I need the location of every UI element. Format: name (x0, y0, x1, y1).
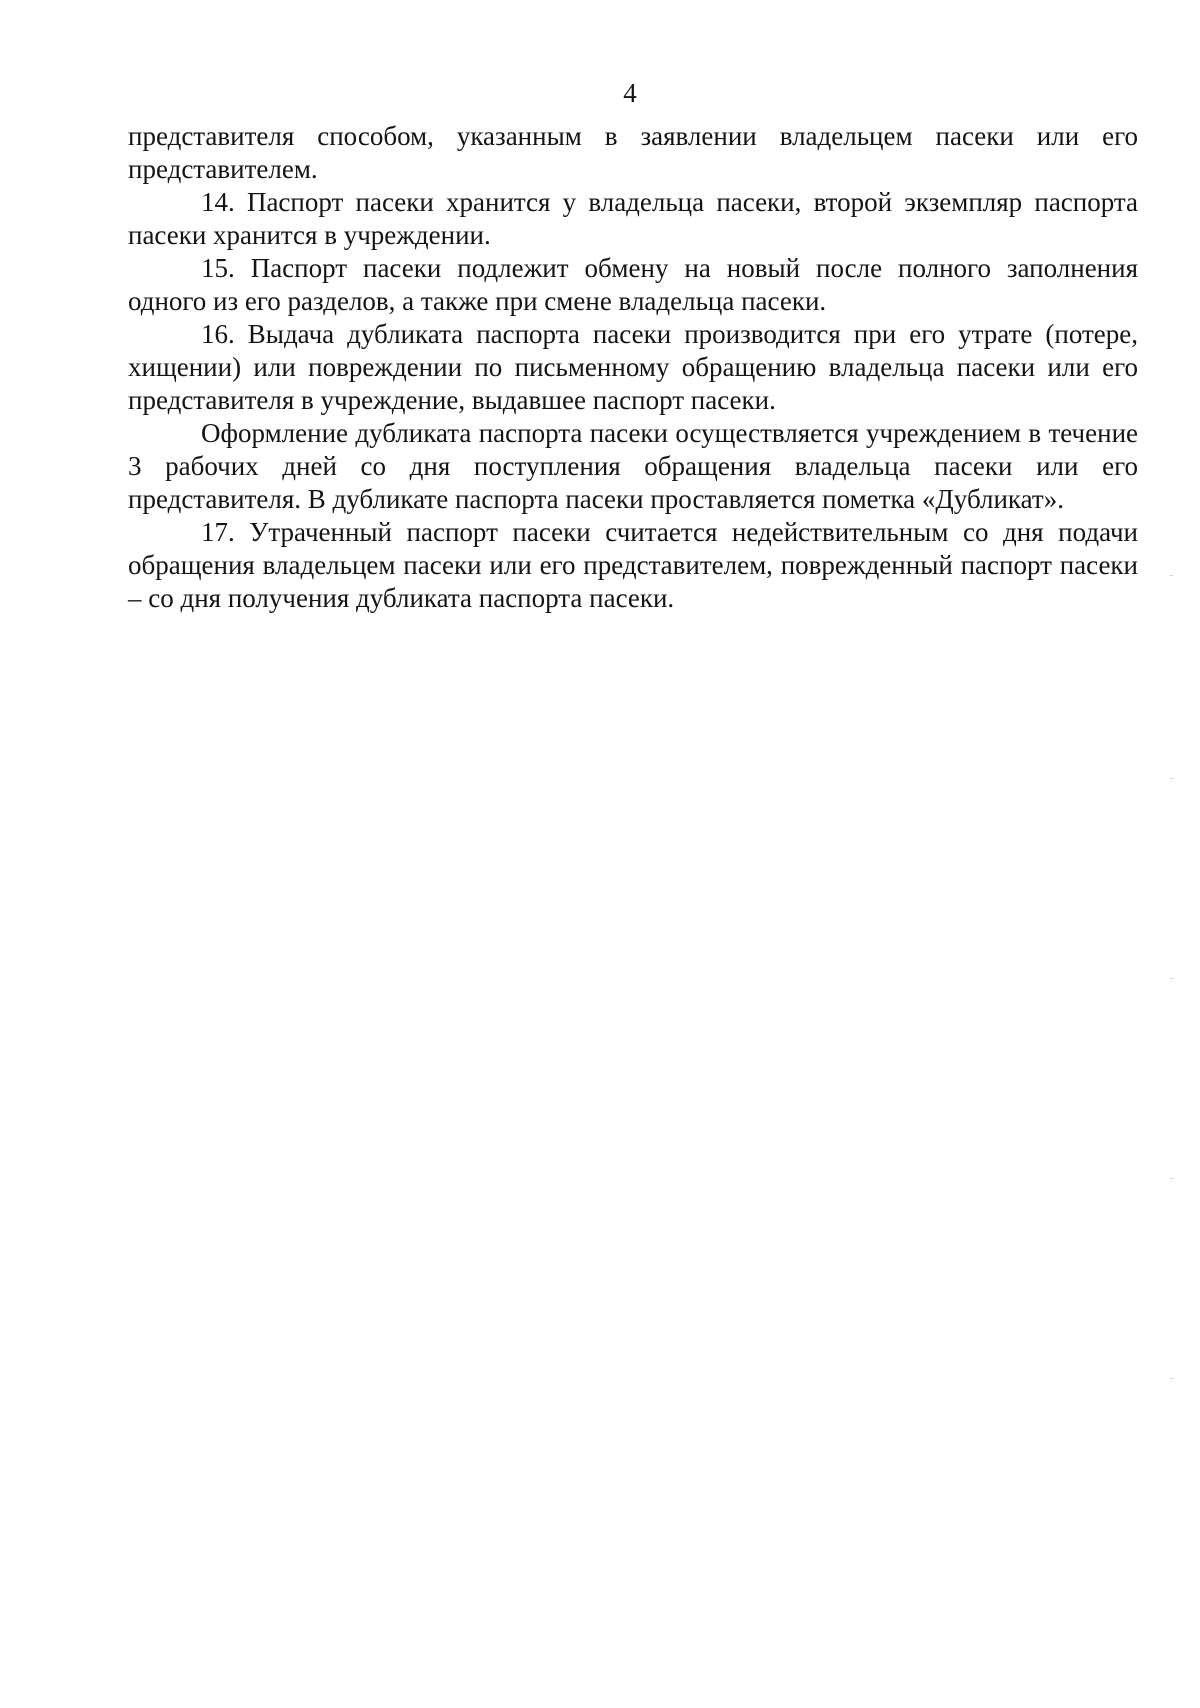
paragraph-duplicate-processing: Оформление дубликата паспорта пасеки осуществляется учреждением в течение 3 рабочих дней со дня поступления обращения владельца пасеки или его представителя. В дубликате паспорта пасеки проставляется пометка «Дубликат». (128, 418, 1138, 514)
paragraph-item-17: 17. Утраченный паспорт пасеки считается недействительным со дня подачи обращения владельцем пасеки или его представителем, поврежденный паспорт пасеки – со дня получения дубликата паспорта пасеки. (128, 517, 1138, 613)
paragraph-item-16: 16. Выдача дубликата паспорта пасеки производится при его утрате (потере, хищении) или повреждении по письменному обращению владельца пасеки или его представителя в учреждение, выдавшее паспорт пасеки. (128, 319, 1138, 415)
document-body (128, 120, 1138, 615)
paragraph-item-15: 15. Паспорт пасеки подлежит обмену на новый после полного заполнения одного из его разделов, а также при смене владельца пасеки. (128, 253, 1138, 316)
page-number: 4 (623, 78, 637, 108)
scan-artifact (1170, 778, 1173, 779)
scan-artifact (1170, 575, 1173, 576)
scan-artifact (1170, 978, 1173, 979)
paragraph-item-14: 14. Паспорт пасеки хранится у владельца пасеки, второй экземпляр паспорта пасеки хранится в учреждении. (128, 187, 1138, 250)
scan-artifact (1170, 1178, 1173, 1179)
paragraph-continuation: представителя способом, указанным в заявлении владельцем пасеки или его представителем. (128, 121, 1138, 184)
scan-artifact (1170, 1378, 1173, 1379)
